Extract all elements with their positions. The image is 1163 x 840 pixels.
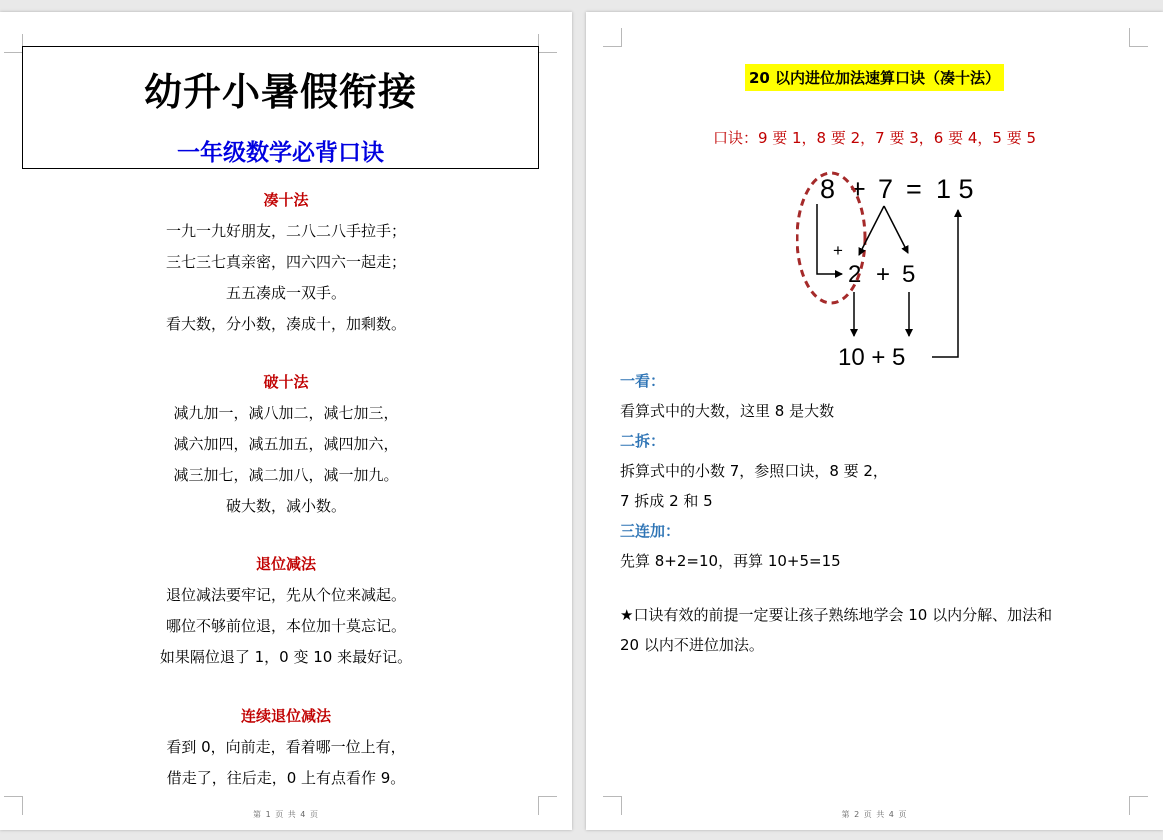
step-line: 看算式中的大数，这里 8 是大数 <box>620 402 835 420</box>
document-title: 幼升小暑假衔接 <box>143 69 417 114</box>
document-subtitle: 一年级数学必背口诀 <box>177 139 384 166</box>
step-heading: 一看： <box>620 372 666 390</box>
top-plus: + <box>850 174 866 204</box>
title-box <box>22 46 539 169</box>
section-line: 三七三七真亲密，四六四六一起走； <box>165 253 406 271</box>
corner-mark <box>1129 28 1148 47</box>
note-line: 20 以内不进位加法。 <box>620 636 764 654</box>
section-heading: 连续退位减法 <box>240 707 331 725</box>
corner-mark <box>538 34 557 53</box>
section-line: 借走了，往后走，0 上有点看作 9。 <box>166 769 406 787</box>
section-line: 减三加七，减二加八，减一加九。 <box>173 466 399 484</box>
step-heading: 二拆： <box>620 432 666 450</box>
page-2 <box>586 12 1163 830</box>
section-line: 如果隔位退了 1，0 变 10 来最好记。 <box>159 648 413 666</box>
step-line: 7 拆成 2 和 5 <box>620 492 713 510</box>
arrow-8-to-2 <box>817 204 842 274</box>
highlighted-title: 20 以内进位加法速算口诀（凑十法） <box>745 64 1004 91</box>
section-line: 五五凑成一双手。 <box>225 284 346 302</box>
section-heading: 凑十法 <box>263 191 309 209</box>
top-equals: = <box>906 174 922 204</box>
title-wrap <box>586 64 1163 91</box>
make-ten-diagram <box>796 162 986 367</box>
step-line: 拆算式中的小数 7，参照口诀，8 要 2， <box>620 462 888 480</box>
steps-block <box>620 366 1140 660</box>
note-block <box>620 600 1140 660</box>
corner-mark <box>603 28 622 47</box>
arrow-sum-to-result <box>932 210 958 357</box>
arrow-7-to-5 <box>884 206 908 253</box>
section-line: 哪位不够前位退，本位加十莫忘记。 <box>165 617 406 635</box>
note-line: ★口诀有效的前提一定要让孩子熟练地学会 10 以内分解、加法和 <box>620 606 1053 624</box>
top-result: 1 5 <box>936 174 974 204</box>
section-line: 减六加四，减五加五，减四加六， <box>173 435 399 453</box>
bottom-expression: 10 + 5 <box>838 344 906 367</box>
section-lian-xu-tui-wei <box>0 701 572 794</box>
section-tui-wei <box>0 549 572 673</box>
section-line: 破大数，减小数。 <box>225 497 346 515</box>
top-operand-8: 8 <box>820 174 836 204</box>
mid-operand-2: 2 <box>848 261 862 288</box>
section-line: 减九加一，减八加二，减七加三， <box>173 404 399 422</box>
section-cou-shi <box>0 185 572 340</box>
rhyme-text: 口诀：9 要 1，8 要 2，7 要 3，6 要 4，5 要 5 <box>712 129 1037 147</box>
small-plus-sign: + <box>833 241 843 260</box>
page-1 <box>0 12 572 830</box>
section-po-shi <box>0 367 572 522</box>
section-line: 一九一九好朋友，二八二八手拉手； <box>165 222 406 240</box>
section-line: 看大数，分小数，凑成十，加剩数。 <box>165 315 406 333</box>
section-line: 退位减法要牢记，先从个位来减起。 <box>165 586 406 604</box>
page-footer: 第 1 页 共 4 页 <box>253 810 319 819</box>
section-heading: 退位减法 <box>255 555 316 573</box>
corner-mark <box>4 34 23 53</box>
section-line: 看到 0，向前走，看着哪一位上有， <box>166 738 406 756</box>
mid-operand-5: 5 <box>902 261 916 288</box>
top-operand-7: 7 <box>878 174 894 204</box>
section-heading: 破十法 <box>263 373 309 391</box>
mid-plus: + <box>876 261 891 288</box>
step-heading: 三连加： <box>620 522 681 540</box>
page-footer: 第 2 页 共 4 页 <box>841 810 908 819</box>
step-line: 先算 8+2=10，再算 10+5=15 <box>620 552 841 570</box>
